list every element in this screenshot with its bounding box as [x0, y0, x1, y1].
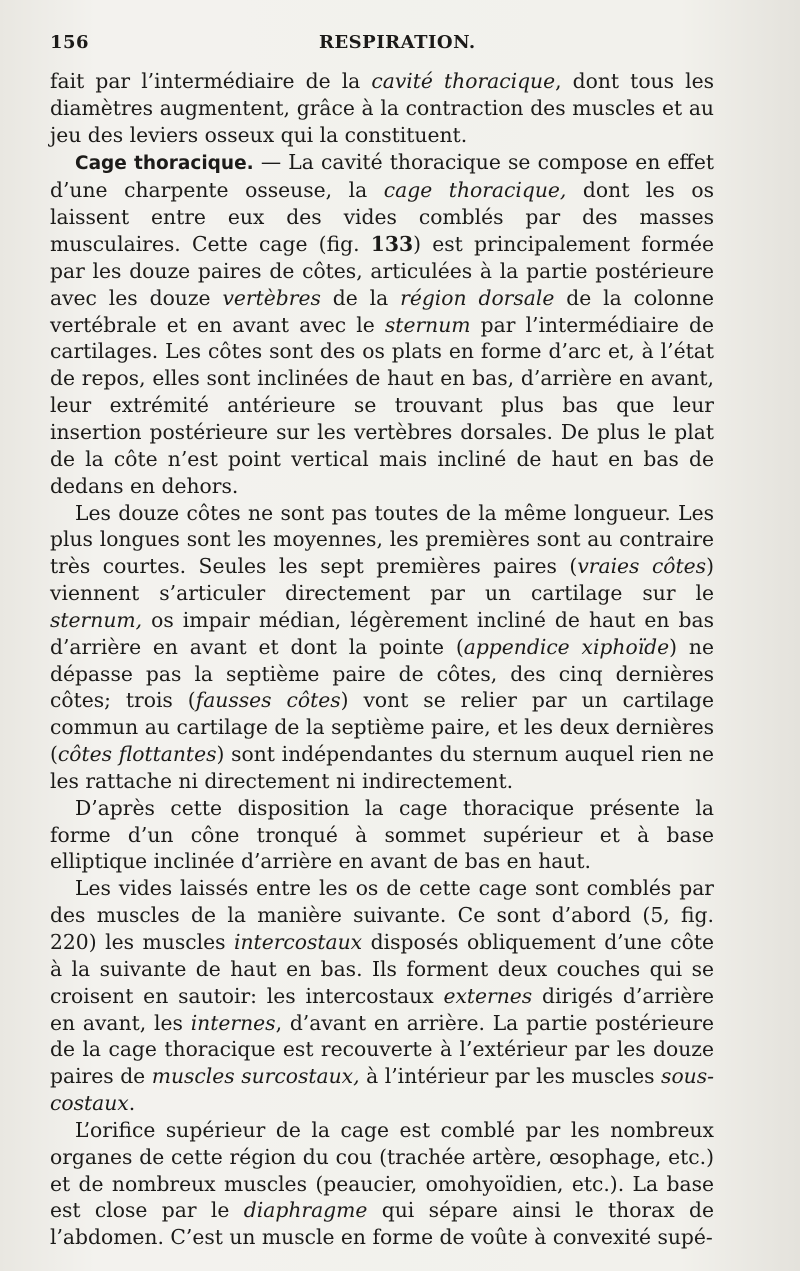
- section-label: Cage thoracique.: [75, 152, 254, 174]
- paragraph-orifice: L’orifice supérieur de la cage est comblé par les nombreux organes de cette région du cou (trachée artère, œsophage, etc.) et de nombreux muscles (peaucier, omohyoïdien, etc.). La base est close par le diaphragme qui sépare ainsi le thorax de l’abdomen. C’est un muscle en forme de voûte à convexité supé-: [50, 1117, 714, 1250]
- page-body: [50, 68, 714, 1251]
- running-header: [50, 32, 713, 62]
- paragraph-cotes: Les douze côtes ne sont pas toutes de la même longueur. Les plus longues sont les moyennes, les premières sont au contraire très courtes. Seules les sept premières paires (vraies côtes) viennent s’articuler directement par un cartilage sur le sternum, os impair médian, légèrement incliné de haut en bas d’arrière en avant et dont la pointe (appendice xiphoïde) ne dépasse pas la septième paire de côtes, des cinq dernières côtes; trois (fausses côtes) vont se relier par un cartilage commun au cartilage de la septième paire, et les deux dernières (côtes flottantes) sont indépendantes du sternum auquel rien ne les rattache ni directement ni indirectement.: [50, 500, 715, 793]
- paragraph-continued: fait par l’intermédiaire de la cavité thoracique, dont tous les diamètres augmentent, grâce à la contraction des muscles et au jeu des leviers osseux qui la constituent.: [50, 69, 714, 147]
- paragraph-cage-thoracique: Cage thoracique. — La cavité thoracique se compose en effet d’une charpente osseuse, la cage thoracique, dont les os laissent entre eux des vides comblés par des masses musculaires. Cette cage (fig. 133) est principalement formée par les douze paires de côtes, articulées à la partie postérieure avec les douze vertèbres de la région dorsale de la colonne vertébrale et en avant avec le sternum par l’intermédiaire de cartilages. Les côtes sont des os plats en forme d’arc et, à l’état de repos, elles sont inclinées de haut en bas, d’arrière en avant, leur extrémité antérieure se trouvant plus bas que leur insertion postérieure sur les vertèbres dorsales. De plus le plat de la côte n’est point vertical mais incliné de haut en bas de dedans en dehors.: [50, 149, 715, 498]
- paragraph-disposition: D’après cette disposition la cage thoracique présente la forme d’un cône tronqué à sommet supérieur et à base elliptique inclinée d’arrière en avant de bas en haut.: [50, 795, 714, 874]
- running-title: RESPIRATION.: [319, 32, 476, 53]
- paragraph-muscles: Les vides laissés entre les os de cette cage sont comblés par des muscles de la manière suivante. Ce sont d’abord (5, fig. 220) les muscles intercostaux disposés obliquement d’une côte à la suivante de haut en bas. Ils forment deux couches qui se croisent en sautoir: les intercostaux externes dirigés d’arrière en avant, les internes, d’avant en arrière. La partie postérieure de la cage thoracique est recouverte à l’extérieur par les douze paires de muscles surcostaux, à l’intérieur par les muscles sous-costaux.: [50, 876, 714, 1116]
- page-number: 156: [50, 32, 90, 53]
